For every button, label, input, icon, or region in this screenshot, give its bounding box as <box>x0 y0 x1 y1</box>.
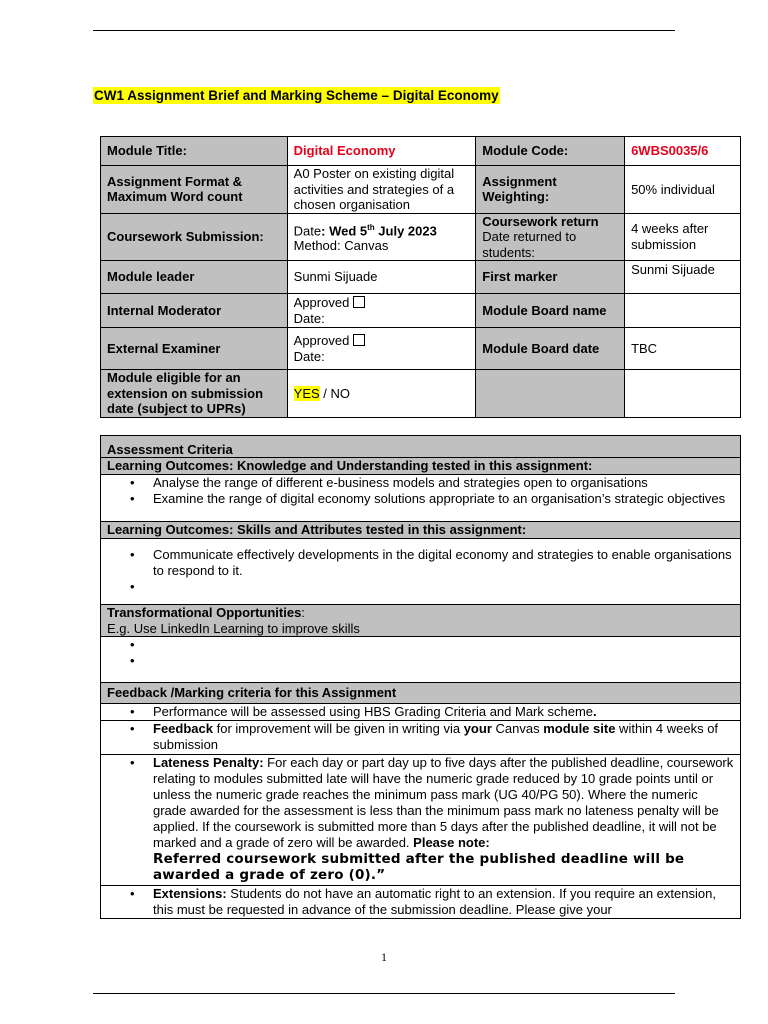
lateness-referred: Referred coursework submitted after the published deadline will be awarded a grade of zero (0).” <box>153 851 685 883</box>
module-title-value: Digital Economy <box>287 137 476 166</box>
format-value: A0 Poster on existing digital activities and strategies of a chosen organisation <box>287 166 476 214</box>
examiner-approved-checkbox[interactable] <box>353 334 365 346</box>
extensions-cell <box>101 886 741 919</box>
lateness-cell <box>101 755 741 886</box>
list-item <box>153 704 734 720</box>
list-item <box>153 755 734 883</box>
moderator-approved-checkbox[interactable] <box>353 296 365 308</box>
transform-heading: Transformational Opportunities <box>107 605 302 620</box>
feedback-module-site: module site <box>543 721 616 736</box>
transform-colon: : <box>301 605 305 620</box>
empty-cell <box>625 370 741 418</box>
leader-label: Module leader <box>101 261 288 294</box>
feedback-list <box>107 721 734 753</box>
page-number: 1 <box>381 950 387 964</box>
eligible-yes: YES <box>293 385 320 401</box>
feedback-cell <box>101 721 741 755</box>
submission-date-rest: July 2023 <box>374 222 437 238</box>
extensions-text: Students do not have an automatic right to an extension. If you require an extension, this must be requested in advance of the submission deadline. Please give your <box>153 886 716 917</box>
lo-knowledge-cell <box>101 475 741 522</box>
moderator-approved-label: Approved <box>293 295 350 310</box>
moderator-value <box>287 294 476 328</box>
feedback-text: for improvement will be given in writing via <box>212 721 464 736</box>
weighting-value: 50% individual <box>625 166 741 214</box>
list-item <box>153 721 734 753</box>
feedback-bold: Feedback <box>153 721 213 736</box>
lateness-bold: Lateness Penalty: <box>153 755 264 770</box>
transform-list <box>107 637 734 669</box>
examiner-date-label: Date: <box>293 348 325 364</box>
examiner-approved-label: Approved <box>293 333 350 348</box>
lateness-note: Please note: <box>413 835 490 850</box>
list-item: • Examine the range of digital economy solutions appropriate to an organisation’s strategic objectives <box>153 491 734 507</box>
format-label: Assignment Format & Maximum Word count <box>101 166 288 214</box>
perf-text: Performance will be assessed using HBS Grading Criteria and Mark scheme <box>153 704 594 719</box>
board-name-label: Module Board name <box>476 294 625 328</box>
perf-dot: . <box>593 704 597 719</box>
lateness-text: For each day or part day up to five days after the published deadline, coursework relating to modules submitted late will have the numeric grade reduced by 10 grade points until or unless the numeric grade reaches the minimum pass mark (UG 40/PG 50). Where the numeric grade awarded for the assessment is less than the minimum pass mark no lateness penalty will be applied. If the coursework is submitted more than 5 days after the published deadline, it will not be marked and a grade of zero will be awarded. <box>153 755 734 850</box>
return-label <box>476 213 625 261</box>
footer-rule <box>93 993 675 994</box>
submission-value <box>287 213 476 261</box>
feedback-heading: Feedback /Marking criteria for this Assignment <box>101 683 741 704</box>
leader-value: Sunmi Sijuade <box>287 261 476 294</box>
submission-date-day: : Wed 5 <box>321 222 368 238</box>
lo-knowledge-heading: Learning Outcomes: Knowledge and Understanding tested in this assignment: <box>101 458 741 475</box>
list-item <box>153 579 734 595</box>
submission-label: Coursework Submission: <box>101 213 288 261</box>
feedback-within: within 4 weeks of submission <box>153 721 719 752</box>
list-item: • Communicate effectively developments in the digital economy and strategies to enable organisations to respond to it. <box>153 547 734 579</box>
module-code-label: Module Code: <box>476 137 625 166</box>
assessment-criteria-heading: Assessment Criteria <box>101 436 741 458</box>
first-marker-value: Sunmi Sijuade <box>625 261 741 294</box>
transform-heading-cell <box>101 605 741 637</box>
examiner-label: External Examiner <box>101 328 288 370</box>
perf-cell <box>101 704 741 721</box>
module-title-label: Module Title: <box>101 137 288 166</box>
transform-cell <box>101 637 741 683</box>
lateness-list <box>107 755 734 883</box>
examiner-value <box>287 328 476 370</box>
document-title: CW1 Assignment Brief and Marking Scheme – Digital Economy <box>94 88 499 103</box>
eligible-label: Module eligible for an extension on submission date (subject to UPRs) <box>101 370 288 418</box>
empty-grey-cell <box>476 370 625 418</box>
board-name-value <box>625 294 741 328</box>
first-marker-label: First marker <box>476 261 625 294</box>
moderator-label: Internal Moderator <box>101 294 288 328</box>
list-item <box>153 886 734 918</box>
header-rule <box>93 30 675 31</box>
submission-date-sup: th <box>367 222 375 232</box>
lo-skills-list <box>107 547 734 595</box>
feedback-your: your <box>463 721 492 736</box>
assessment-criteria-table <box>100 435 741 919</box>
list-item <box>153 637 734 653</box>
return-label-rest: Date returned to students: <box>482 229 577 260</box>
submission-method: Method: Canvas <box>293 238 389 254</box>
extensions-bold: Extensions: <box>153 886 227 901</box>
eligible-no: / NO <box>319 385 351 401</box>
list-item <box>153 653 734 669</box>
lo-knowledge-list <box>107 475 734 507</box>
module-code-value: 6WBS0035/6 <box>625 137 741 166</box>
weighting-label: Assignment Weighting: <box>476 166 625 214</box>
board-date-value: TBC <box>625 328 741 370</box>
moderator-date-label: Date: <box>293 310 325 326</box>
submission-date-prefix: Date <box>293 222 322 238</box>
perf-list <box>107 704 734 720</box>
module-info-table <box>100 136 741 418</box>
feedback-canvas: Canvas <box>491 721 544 736</box>
transform-example: E.g. Use LinkedIn Learning to improve skills <box>107 620 360 636</box>
return-value: 4 weeks after submission <box>625 213 741 261</box>
board-date-label: Module Board date <box>476 328 625 370</box>
extensions-list <box>107 886 734 918</box>
eligible-value <box>287 370 476 418</box>
list-item: • Analyse the range of different e-business models and strategies open to organisations <box>153 475 734 491</box>
lo-skills-cell <box>101 539 741 605</box>
lo-skills-heading: Learning Outcomes: Skills and Attributes tested in this assignment: <box>101 522 741 539</box>
return-label-bold: Coursework return <box>482 213 599 229</box>
